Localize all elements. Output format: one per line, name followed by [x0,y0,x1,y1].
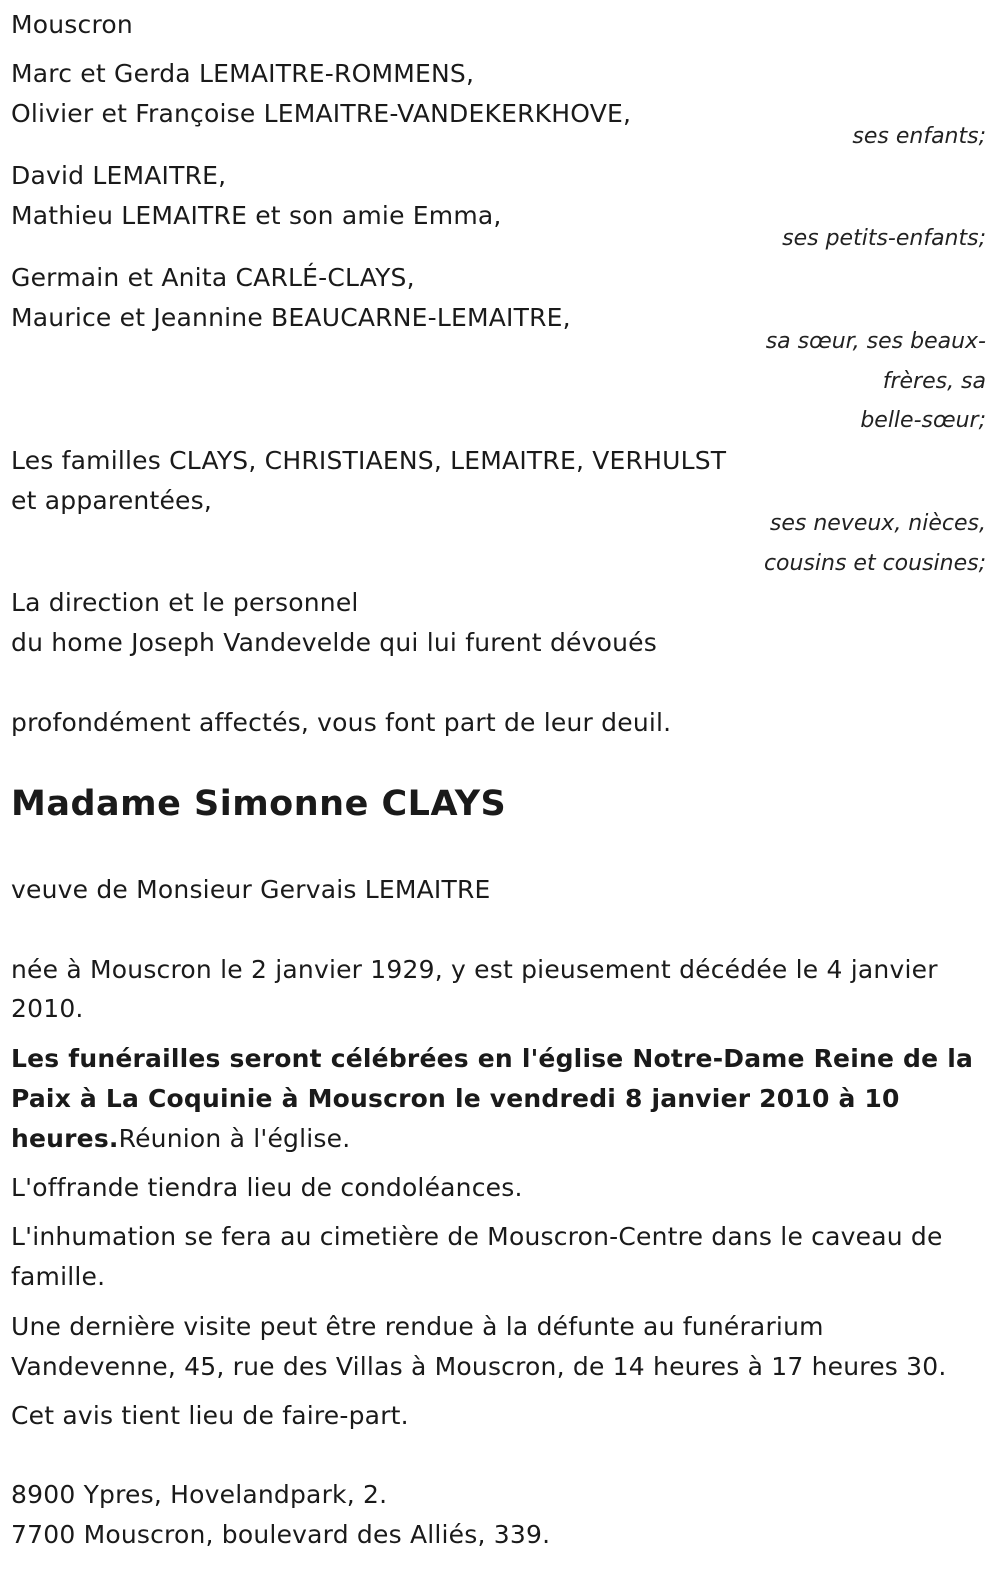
offering: L'offrande tiendra lieu de condoléances. [11,1173,523,1202]
grandchildren-line-2: Mathieu LEMAITRE et son amie Emma, [11,201,502,230]
staff-line-2: du home Joseph Vandevelde qui lui furent dévoués [11,628,657,657]
children-line-1: Marc et Gerda LEMAITRE-ROMMENS, [11,59,475,88]
families-relation-1: ses neveux, nièces, [769,511,986,536]
widow-of: veuve de Monsieur Gervais LEMAITRE [11,875,491,904]
families-relation-2: cousins et cousines; [763,551,986,576]
children-relation: ses enfants; [852,124,986,149]
address-line-1: 8900 Ypres, Hovelandpark, 2. [11,1480,388,1509]
location-heading: Mouscron [11,10,133,39]
siblings-line-1: Germain et Anita CARLÉ-CLAYS, [11,263,415,292]
siblings-relation-2: frères, sa [882,369,986,394]
visit-line-2: Vandevenne, 45, rue des Villas à Mouscron, de 14 heures à 17 heures 30. [11,1352,947,1381]
birth-death-line-1: née à Mouscron le 2 janvier 1929, y est pieusement décédée le 4 janvier [11,955,938,984]
staff-line-1: La direction et le personnel [11,588,359,617]
announcement: profondément affectés, vous font part de leur deuil. [11,708,672,737]
funeral-time: heures. [11,1124,119,1153]
birth-death-line-2: 2010. [11,994,84,1023]
siblings-line-2: Maurice et Jeannine BEAUCARNE-LEMAITRE, [11,303,571,332]
funeral-line-3 [11,1119,350,1159]
funeral-line-1: Les funérailles seront célébrées en l'église Notre-Dame Reine de la [11,1044,974,1073]
address-line-2: 7700 Mouscron, boulevard des Alliés, 339. [11,1520,551,1549]
families-line-1: Les familles CLAYS, CHRISTIAENS, LEMAITRE, VERHULST [11,446,727,475]
families-line-2: et apparentées, [11,486,212,515]
siblings-relation-3: belle-sœur; [860,408,986,433]
funeral-line-2: Paix à La Coquinie à Mouscron le vendredi 8 janvier 2010 à 10 [11,1084,900,1113]
siblings-relation-1: sa sœur, ses beaux- [765,329,986,354]
grandchildren-line-1: David LEMAITRE, [11,161,227,190]
visit-line-1: Une dernière visite peut être rendue à la défunte au funérarium [11,1312,824,1341]
notice: Cet avis tient lieu de faire-part. [11,1401,409,1430]
children-line-2: Olivier et Françoise LEMAITRE-VANDEKERKHOVE, [11,99,632,128]
deceased-name: Madame Simonne CLAYS [11,784,507,824]
burial-line-2: famille. [11,1262,106,1291]
grandchildren-relation: ses petits-enfants; [782,226,986,251]
burial-line-1: L'inhumation se fera au cimetière de Mouscron-Centre dans le caveau de [11,1222,943,1251]
funeral-gathering: Réunion à l'église. [118,1124,351,1153]
